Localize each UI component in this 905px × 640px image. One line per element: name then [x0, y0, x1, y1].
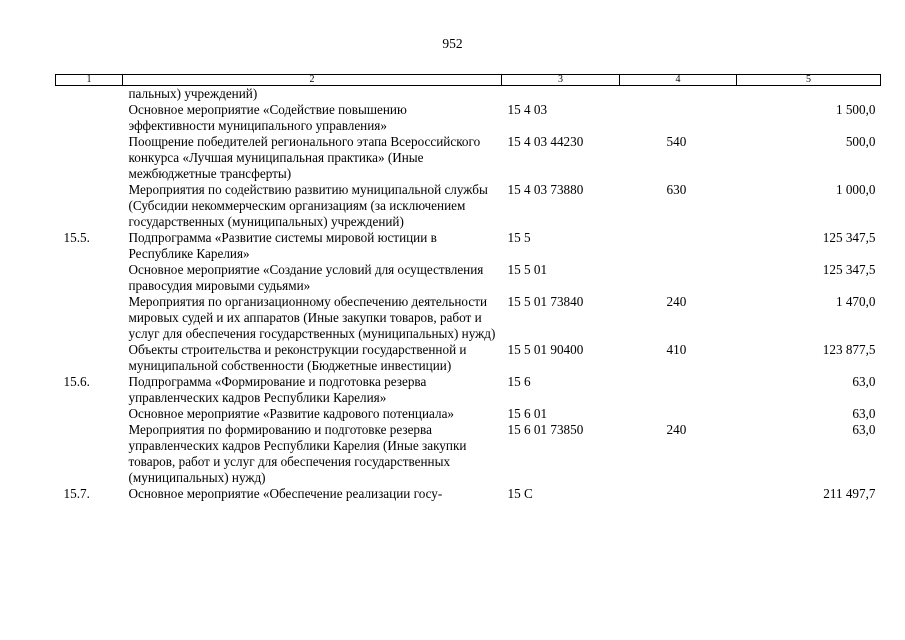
header-col-4: 4 — [620, 75, 737, 86]
table-row — [56, 134, 881, 182]
row-name: Основное мероприятие «Содействие повышению эффективности муниципального управления» — [128, 102, 407, 133]
row-expense-type — [620, 486, 737, 502]
row-number — [56, 182, 123, 230]
row-expense-type — [620, 406, 737, 422]
table-row — [56, 86, 881, 103]
row-amount: 500,0 — [845, 134, 876, 149]
row-amount: 63,0 — [852, 374, 876, 389]
header-col-3: 3 — [502, 75, 620, 86]
row-amount: 125 347,5 — [822, 230, 876, 245]
row-number — [56, 342, 123, 374]
row-amount: 123 877,5 — [822, 342, 876, 357]
row-amount: 63,0 — [852, 406, 876, 421]
row-name: Основное мероприятие «Обеспечение реализации госу- — [128, 486, 443, 501]
row-amount: 1 470,0 — [835, 294, 876, 309]
row-amount: 63,0 — [852, 422, 876, 437]
row-code: 15 5 01 73840 — [507, 294, 584, 309]
table-row — [56, 182, 881, 230]
row-code: 15 4 03 — [507, 102, 548, 117]
row-name: Мероприятия по содействию развитию муниципальной службы (Субсидии некоммерческим организациям (за исключением государственных (муниципальных) учреждений) — [128, 182, 488, 229]
row-name: Подпрограмма «Формирование и подготовка резерва управленческих кадров Республики Карелия» — [128, 374, 427, 405]
row-number: 15.6. — [63, 374, 90, 389]
header-col-5: 5 — [737, 75, 881, 86]
table-row — [56, 102, 881, 134]
row-expense-type — [620, 262, 737, 294]
row-name: Основное мероприятие «Развитие кадрового потенциала» — [128, 406, 455, 421]
row-expense-type — [620, 86, 737, 103]
row-name: Основное мероприятие «Создание условий для осуществления правосудия мировыми судьями» — [128, 262, 484, 293]
header-col-2: 2 — [123, 75, 502, 86]
row-expense-type: 540 — [666, 134, 687, 149]
table-row — [56, 486, 881, 502]
row-name: Поощрение победителей регионального этапа Всероссийского конкурса «Лучшая муниципальная практика» (Иные межбюджетные трансферты) — [128, 134, 481, 181]
row-name: пальных) учреждений) — [128, 86, 258, 101]
row-amount: 1 500,0 — [835, 102, 876, 117]
table-header-row — [56, 75, 881, 86]
page-number: 952 — [442, 36, 463, 51]
row-number — [56, 294, 123, 342]
row-code: 15 5 — [507, 230, 531, 245]
row-expense-type: 410 — [666, 342, 687, 357]
row-number — [56, 86, 123, 103]
table-row — [56, 294, 881, 342]
row-amount: 211 497,7 — [823, 486, 876, 501]
row-expense-type — [620, 374, 737, 406]
row-code: 15 6 01 — [507, 406, 548, 421]
row-code: 15 6 — [507, 374, 531, 389]
table-row — [56, 230, 881, 262]
budget-table — [55, 74, 881, 502]
row-code: 15 4 03 44230 — [507, 134, 584, 149]
row-name: Мероприятия по организационному обеспечению деятельности мировых судей и их аппаратов (Иные закупки товаров, работ и услуг для обеспечения государственных (муниципальных) нужд) — [128, 294, 496, 341]
row-code — [502, 86, 620, 103]
row-number — [56, 422, 123, 486]
row-number: 15.5. — [63, 230, 90, 245]
row-amount — [737, 86, 881, 103]
row-number — [56, 262, 123, 294]
header-col-1: 1 — [56, 75, 123, 86]
table-row — [56, 406, 881, 422]
row-expense-type: 240 — [666, 422, 687, 437]
row-code: 15 5 01 90400 — [507, 342, 584, 357]
table-row — [56, 342, 881, 374]
row-expense-type — [620, 102, 737, 134]
row-name: Подпрограмма «Развитие системы мировой юстиции в Республике Карелия» — [128, 230, 437, 261]
row-expense-type — [620, 230, 737, 262]
table-body — [56, 86, 881, 503]
row-code: 15 5 01 — [507, 262, 548, 277]
row-number: 15.7. — [63, 486, 90, 501]
row-name: Мероприятия по формированию и подготовке резерва управленческих кадров Республики Карелия (Иные закупки товаров, работ и услуг для обеспечения государственных (муниципальных) нужд) — [128, 422, 467, 485]
row-amount: 125 347,5 — [822, 262, 876, 277]
row-code: 15 С — [507, 486, 533, 501]
row-number — [56, 134, 123, 182]
row-number — [56, 406, 123, 422]
row-expense-type: 240 — [666, 294, 687, 309]
row-code: 15 4 03 73880 — [507, 182, 584, 197]
table-row — [56, 374, 881, 406]
table-row — [56, 422, 881, 486]
row-code: 15 6 01 73850 — [507, 422, 584, 437]
row-expense-type: 630 — [666, 182, 687, 197]
row-name: Объекты строительства и реконструкции государственной и муниципальной собственности (Бюджетные инвестиции) — [128, 342, 467, 373]
row-amount: 1 000,0 — [835, 182, 876, 197]
row-number — [56, 102, 123, 134]
table-row — [56, 262, 881, 294]
